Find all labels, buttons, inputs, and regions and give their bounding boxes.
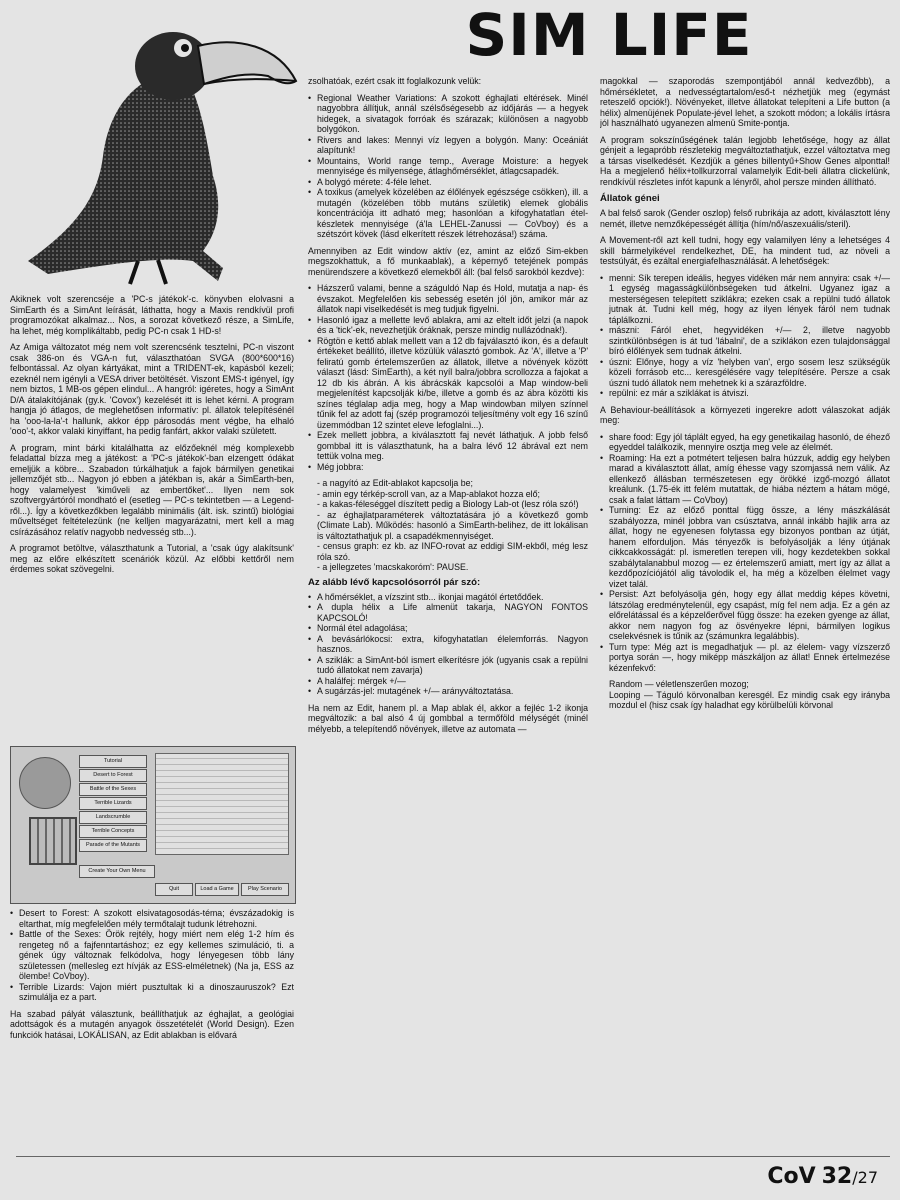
sub-item: Random — véletlenszerűen mozog; [609, 679, 749, 689]
list-item: • A dupla hélix a Life almenüt takarja, NAGYON FONTOS KAPCSOLÓ! [308, 602, 588, 623]
list-item: • Turn type: Még azt is megadhatjuk — pl. az élelem- vagy vízszerző portya során —, hogy miképp mászkáljon az állat! Ennek értelmezése kézenfekvő: [600, 642, 890, 674]
list-item: • Roaming: Ha ezt a potmétert teljesen balra húzzuk, addig egy helyben marad a kiválasztott állat, amíg éhesse vagy szomjassá nem válik. Az ellenkező állásban természetesen egy örökké izgő-mozgó állatot kreálunk. (1.75-ék itt felém mutattak, de hiába néztem a hátam mögé, csak a falat láttam — CoVboy) [600, 453, 890, 506]
list-item: • menni: Sík terepen ideális, hegyes vidéken már nem annyira: csak +/— 1 egység magasságkülönbségeken tud átkelni. Ugyanez igaz a mesterségesen telepített sziklákra; ezeken csak a repülni tudó állatok jutnak át. Tudni kell még, hogy az ilyen lények fáról nem tudnak táplálkozni. [600, 273, 890, 326]
maze-icon [29, 817, 77, 865]
paragraph: Az Amiga változatot még nem volt szerencsénk tesztelni, PC-n viszont csak 386-on és VGA-n fut, választhatóan SVGA (800*600*16) felbontással. Az olyan kártyákat, mint a TRIDENT-ek, kapásból kezeli; ezeknél nem igényli a VESA driver betöltését. Viszont EMS-t igényel, így nem biztos, 1 MB-os gépen elindul... A hangról: igéretes, hogy a SimAnt D/A átalakítójának (gy.k. 'Covox') kezelését itt is lehet kérni. A program hangja jó átlagos, de meglehetősen informatív: pl. állatok telepítésénél ha 'ooo-la-la'-t hallunk, akkor épp párosodás ment végbe, ha elhaló 'ooo'-t, akkor valaki kinyiffant, ha pedig fanfárt, akkor valaki született. [10, 342, 294, 436]
section-heading: Állatok génei [600, 193, 660, 204]
sub-item: - a kakas-féleséggel díszített pedig a Biology Lab-ot (lesz róla szó!) [317, 499, 579, 509]
movement-list [600, 273, 890, 399]
sub-item: Looping — Táguló körvonalban keresgél. Ez mindig csak egy irányba mozdul el (hisz csak így haladhat egy körülbelüli körvonal [609, 689, 890, 710]
column-left-top [10, 294, 294, 740]
page-number: 32 [821, 1164, 853, 1189]
list-item: • A bevásárlókocsi: extra, kifogyhatatlan élelemforrás. Nagyon hasznos. [308, 634, 588, 655]
world-design-list [308, 93, 588, 240]
sub-item: - census graph: ez kb. az INFO-rovat az eddigi SIM-ekből, még lesz róla szó. [317, 541, 588, 562]
list-item: • A halálfej: mérgek +/— [308, 676, 588, 687]
paragraph: Ha szabad pályát választunk, beállíthatjuk az éghajlat, a geológiai adottságok és a mutagén anyagok összetételét (World Design). Ezen funkciók hatásai, LOKÁLISAN, az Edit ablakban is elővará [10, 1008, 294, 1040]
screenshot-button: Play Scenario [241, 883, 289, 896]
paragraph: magokkal — szaporodás szempontjából annál kedvezőbb), a hőmérsékletet, a nedvességtartalom/eső-t nézhetjük meg (egymást reteszelő opciók!). Növényeket, illetve állatokat telepíteni a Life button (a hélix) almenüjének Populate-jével lehet, a szokott módon; a lokális írtásra jól használható ugyanezen almenü Smite-pontja. [600, 76, 890, 128]
list-item: • Regional Weather Variations: A szokott éghajlati eltérések. Minél nagyobbra állítjuk, annál szélsőségesebb az időjárás — a hegyek hidegek, a sivatagok forróak és szárazak; különösen a nagyobb bolygókon. [308, 93, 588, 135]
list-item: • mászni: Fáról ehet, hegyvidéken +/— 2, illetve nagyobb szintkülönbségen is át tud 'lábalni', de a sziklákon ezen tulajdonsággal bíró élőlények sem tudnak átkelni. [600, 325, 890, 357]
paragraph: Amennyiben az Edit window aktív (ez, amint az előző Sim-ekben megszokhattuk, a fő munkaablak), a képernyő tetejének pompás menürendszere a következő elemekből áll: (bal felső sarokból kezdve): [308, 245, 588, 277]
scenario-list [10, 908, 294, 1003]
page-title: SIM LIFE [465, 1, 753, 69]
sub-item: - amin egy térkép-scroll van, az a Map-ablakot hozza elő; [317, 488, 540, 499]
sub-item: - a jellegzetes 'macskakoróm': PAUSE. [317, 562, 469, 572]
screenshot-button: Tutorial [79, 755, 147, 768]
screenshot-text-panel [155, 753, 289, 855]
screenshot-button: Parade of the Mutants [79, 839, 147, 852]
behaviour-list [600, 432, 890, 674]
screenshot-button: Quit [155, 883, 193, 896]
footer-rule [16, 1156, 890, 1157]
list-item: • repülni: ez már a sziklákat is átviszi. [600, 388, 890, 399]
paragraph: A program sokszínűségének talán legjobb lehetősége, hogy az állat génjeit a legapróbb részletekig megváltoztathatjuk, ezzel változtatva meg a társas viselkedését. Kezdjük a génes billentyű+Show Genes alponttal! Ha a megjelenő hélix+tollkurzorral valamelyik Edit-beli állatra clickelünk, rendkívül részletes infót kapunk a lényről, ahol persze minden állítható. [600, 134, 890, 187]
list-item: • Battle of the Sexes: Örök rejtély, hogy miért nem elég 1-2 hím és rengeteg nő a fajfenntartáshoz; ez egy kellemes szimuláció, ti. a gének úgy változnak felkódolva, hogy lényegesen több lány születessen (mellesleg ezt hívják az ESS-elméletnek) (Na ja, ESS az ölembe! CoVboy). [10, 929, 294, 982]
list-item: • A sziklák: a SimAnt-ból ismert elkerítésre jók (ugyanis csak a repülni tudó állatokat nem zavarja) [308, 655, 588, 676]
page-footer [767, 1164, 878, 1192]
paragraph: Ha nem az Edit, hanem pl. a Map ablak él, akkor a fejléc 1-2 ikonja megváltozik: a bal alsó 4 új gombbal a termőföld mélységét (minél mélyebb, a telepítendő növények, illetve az automata — [308, 702, 588, 734]
list-item: • Rögtön e kettő ablak mellett van a 12 db fajválasztó ikon, és a default értékeket beállító, illetve közülük választó gombok. Az 'A', illetve a 'P' feliratú gomb értelemszerűen az állatok, illetve a növények között választ (lásd: SimEarth), a két nyíl balra/jobbra scrollozza a fajokat a 12 db kis ábrán. A kis ábrácskák kapcsolói a Map window-beli megjelenítést kapcsolják ki/be, illetve a gomb és az ábra közötti kis színes téglalap adja meg, hogy a Map windowban milyen színnel tűnik fel az adott faj (szép programozói teljesítmény volt egy 16 színű üzemmódban 12 szintet eleve lefoglalni...). [308, 336, 588, 431]
globe-icon [19, 757, 71, 809]
list-item: • A sugárzás-jel: mutagének +/— arányváltoztatása. [308, 686, 588, 697]
toolbar-list [308, 592, 588, 697]
list-item: • Persist: Azt befolyásolja gén, hogy egy állat meddig képes követni, látszólag eredménytelenül, egy csapást, míg fel nem adja. Ez a gén az előrelátással és a képzelőerővel függ össze: ha ezeken gyenge az állat, akkor nem nagyon fog az ösvényekre lépni, bármilyen logikus cselekvésnek is tűnik az (számunkra legalábbis). [600, 589, 890, 642]
screenshot-button: Load a Game [195, 883, 239, 896]
column-right [600, 76, 890, 1150]
list-item: • Házszerű valami, benne a száguldó Nap és Hold, mutatja a nap- és évszakot. Megfelelően kis sebesség esetén jól jön, amikor már az állatok napi viselkedését is meg tudjuk figyelni. [308, 283, 588, 315]
screenshot-button: Desert to Forest [79, 769, 147, 782]
paragraph: A Movement-ről azt kell tudni, hogy egy valamilyen lény a lehetséges 4 skill bármelyikével rendelkezhet, DE, ha mindent tud, az növeli a testsúlyát, és ezáltal energiafelhasználását. A lehetőségek: [600, 235, 890, 266]
list-item: • A hőmérséklet, a vízszint stb... ikonjai magától értetődőek. [308, 592, 588, 603]
magazine-brand: CoV [767, 1164, 816, 1189]
screenshot-button: Terrible Concepts [79, 825, 147, 838]
list-item: • Rivers and lakes: Mennyi víz legyen a bolygón. Many: Oceániát alapítunk! [308, 135, 588, 156]
edit-window-list [308, 283, 588, 472]
game-menu-screenshot [10, 746, 296, 904]
list-item: • A bolygó mérete: 4-féle lehet. [308, 177, 588, 188]
paragraph: A programot betöltve, választhatunk a Tutorial, a 'csak úgy alakítsunk' meg az előre elkészített scenáriók közül. Az előbbi kettőről nem érdemes sokat szövegelni. [10, 543, 294, 574]
list-item: • share food: Egy jól táplált egyed, ha egy genetikailag hasonló, de éhező egyeddel találkozik, mennyire osztja meg vele az élelmét. [600, 432, 890, 453]
list-item: • Normál étel adagolása; [308, 623, 588, 634]
screenshot-button: Create Your Own Menu [79, 865, 155, 878]
list-item: • Desert to Forest: A szokott elsivatagosodás-téma; évszázadokig is eltarthat, míg megfelelően mély termőtalajt tudunk létrehozni. [10, 908, 294, 929]
screenshot-button: Battle of the Sexes [79, 783, 147, 796]
screenshot-button: Landscrumble [79, 811, 147, 824]
column-middle [308, 76, 588, 1150]
list-item: • úszni: Előnye, hogy a víz 'helyben van', ergo sosem lesz szükségük közeli forrásob etc... keresgélésére vagy telepítésére. Persze a csak úszni tudó állatok nem mehetnek ki a szárazföldre. [600, 357, 890, 389]
sub-item: - az éghajlatparaméterek változtatására jó a következő gomb (Climate Lab). Működés: hasonló a SimEarth-belihez, de itt lokálisan is változtathatjuk pl. a csapadékmennyiséget. [317, 509, 588, 541]
paragraph: A program, mint bárki kitalálhatta az előzőeknél még komplexebb feladattal bízza meg a játékost: a 'PC-s játékok'-ban elzengett ódákat emeljük a köbre... Szabadon túrkálhatjuk a fajok bármilyen genetikai jellemzőjét stb... Nagyon jó ebben a játékban is, akár a SimEarth-ben, hogy valamelyest 'kiműveli az embertőket'... Ilyen nem sok szoftvergyártóról mondható el (esetleg — PC-s tekintetben — a Legend-ről...). Így a következőkben legalább minimális (ált. isk. szintű) biológiai műveltséget feltételezünk (ne kelljen magyarázatni, mert kell a mag csírázásához relatív nagyobb nedvesség stb...). [10, 442, 294, 537]
paragraph: A bal felső sarok (Gender oszlop) felső rubrikája az adott, kiválasztott lény nemét, illetve nemzőképességét állítja (hím/nő/aszexuális/steril). [600, 208, 890, 229]
paragraph: A Behaviour-beállítások a környezeti ingerekre adott válaszokat adják meg: [600, 404, 890, 425]
list-item: • Turning: Ez az előző ponttal függ össze, a lény mászkálását szabályozza, minél jobbra van csúsztatva, annál inkább hajlik arra az állat, hogy ne egyenesen folytassa egy bizonyos pontban az útját, hanem elforduljon. Más tényezők is befolyásolják a lény útjának cikkcakkosságát: pl. ismeretlen terepen vili, hogy kezdetekben sokkal szabálytalanabbul mozog — ez értelemszerű amiatt, mert így az állat a kezdőpozíciójától alig távolodik el, ha még a közelben élelmet vagy vizet talál. [600, 505, 890, 589]
paragraph: zsolhatóak, ezért csak itt foglalkozunk velük: [308, 76, 482, 86]
sub-item: - a nagyító az Edit-ablakot kapcsolja be; [317, 478, 473, 488]
screenshot-button: Terrible Lizards [79, 797, 147, 810]
list-item: • Mountains, World range temp., Average Moisture: a hegyek mennyisége és milyensége, átlaghőmérséklet, átlagcsapadék. [308, 156, 588, 177]
list-item: • A toxikus (amelyek közelében az élőlények egészsége csökken), ill. a mutagén (közelében több mutáns születik) elemek globális koncentrációja itt adható meg; hasonlóan a kifogyhatatlan étel-készletek mennyisége (á'la LEHEL-Zanussi — CoVboy) és a szétszórt kövek (lásd elkerített részek létrehozása!) száma. [308, 187, 588, 240]
section-heading: Az alább lévő kapcsolósorról pár szó: [308, 576, 481, 588]
list-item: • Hasonló igaz a mellette levő ablakra, ami az eltelt időt jelzi (a napok és a 'tick'-ek, nevezhetjük óráknak, persze mindig nullázódnak!). [308, 315, 588, 336]
list-item: • Még jobbra: [308, 462, 588, 473]
column-left-bottom [10, 908, 294, 1150]
list-item: • Ezek mellett jobbra, a kiválasztott faj nevét láthatjuk. A jobb felső gombbal itt is választhatunk, ha a balra lévő 12 ábrával ezt nem tettük volna meg. [308, 430, 588, 462]
toucan-illustration [8, 6, 300, 288]
list-item: • Terrible Lizards: Vajon miért pusztultak ki a dinoszauruszok? Ezt szimulálja ez a part. [10, 982, 294, 1003]
page-total: /27 [852, 1168, 878, 1187]
paragraph: Akiknek volt szerencséje a 'PC-s játékok'-c. könyvben elolvasni a SimEarth és a SimAnt leírását, láthatta, hogy a Maxis rendkívül profi programozókat alkalmaz... Nos, a sorozat következő része, a SimLife, ha lehet, még komplikáltabb, pedig PC-n csak 1 HD-s! [10, 294, 294, 336]
